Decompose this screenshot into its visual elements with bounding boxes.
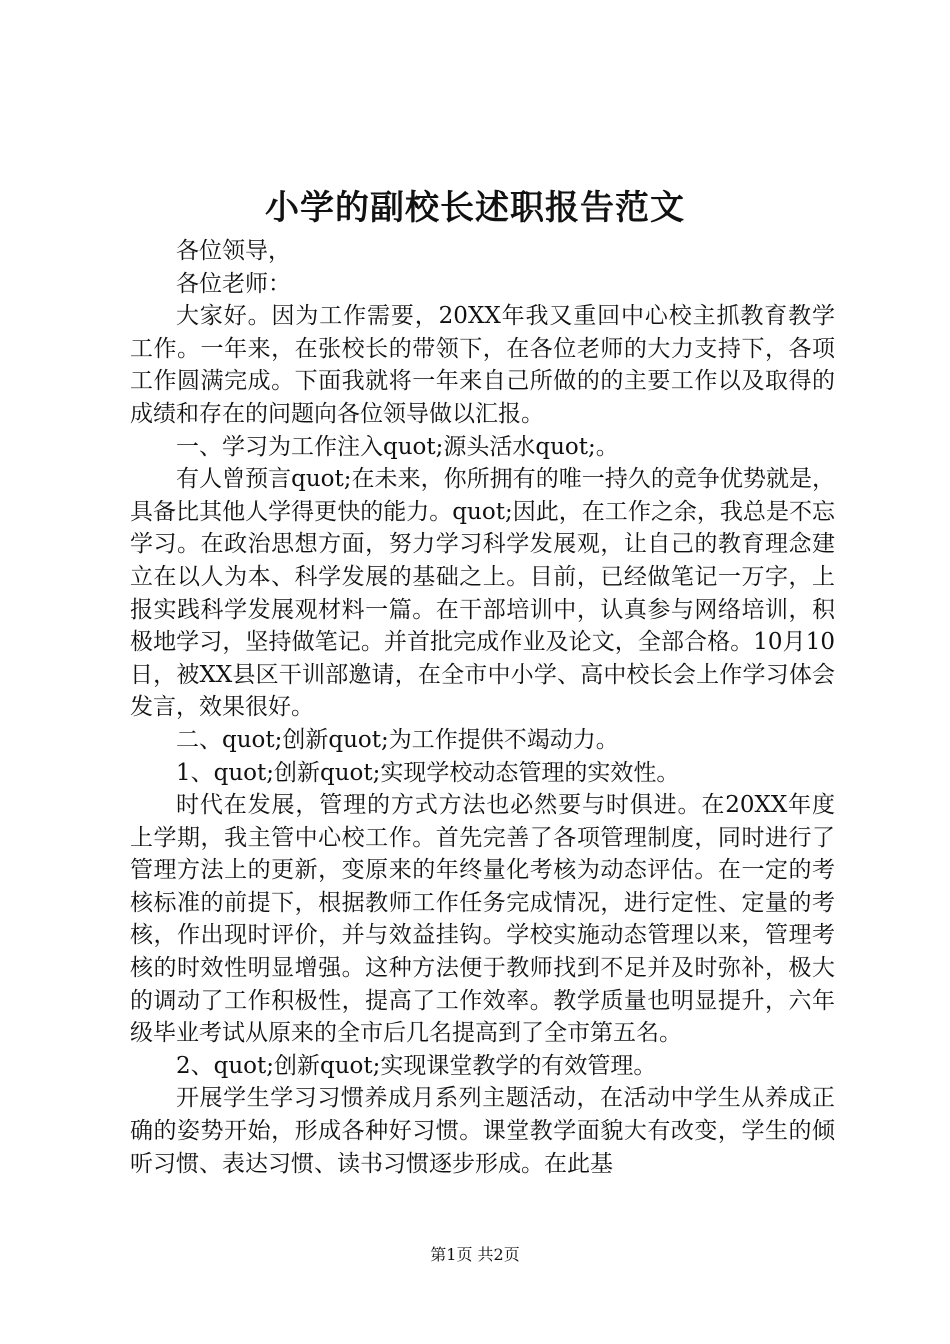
section-heading: 一、学习为工作注入quot;源头活水quot;。 (176, 433, 619, 460)
section-heading: 二、quot;创新quot;为工作提供不竭动力。 (176, 726, 619, 753)
subsection-heading: 2、quot;创新quot;实现课堂教学的有效管理。 (176, 1052, 657, 1079)
document-body (130, 235, 835, 1180)
document-title: 小学的副校长述职报告范文 (265, 188, 685, 228)
subsection-heading: 1、quot;创新quot;实现学校动态管理的实效性。 (176, 759, 680, 786)
body-paragraph: 大家好。因为工作需要，20XX年我又重回中心校主抓教育教学工作。一年来，在张校长的带领下，在各位老师的大力支持下，各项工作圆满完成。下面我就将一年来自己所做的的主要工作以及取得的成绩和存在的问题向各位领导做以汇报。 (130, 303, 835, 427)
salutation-teachers: 各位老师： (176, 270, 291, 297)
body-paragraph: 有人曾预言quot;在未来，你所拥有的唯一持久的竞争优势就是，具备比其他人学得更快的能力。quot;因此，在工作之余，我总是不忘学习。在政治思想方面，努力学习科学发展观，让自己的教育理念建立在以人为本、科学发展的基础之上。目前，已经做笔记一万字，上报实践科学发展观材料一篇。在干部培训中，认真参与网络培训，积极地学习，坚持做笔记。并首批完成作业及论文，全部合格。10月10日，被XX县区干训部邀请，在全市中小学、高中校长会上作学习体会发言，效果很好。 (130, 466, 835, 721)
page-footer: 第1页 共2页 (430, 1245, 520, 1264)
body-paragraph: 开展学生学习习惯养成月系列主题活动，在活动中学生从养成正确的姿势开始，形成各种好习惯。课堂教学面貌大有改变，学生的倾听习惯、表达习惯、读书习惯逐步形成。在此基 (130, 1085, 835, 1177)
body-paragraph: 时代在发展，管理的方式方法也必然要与时俱进。在20XX年度上学期，我主管中心校工作。首先完善了各项管理制度，同时进行了管理方法上的更新，变原来的年终量化考核为动态评估。在一定的考核标准的前提下，根据教师工作任务完成情况，进行定性、定量的考核，作出现时评价，并与效益挂钩。学校实施动态管理以来，管理考核的时效性明显增强。这种方法便于教师找到不足并及时弥补，极大的调动了工作积极性，提高了工作效率。教学质量也明显提升，六年级毕业考试从原来的全市后几名提高到了全市第五名。 (130, 792, 835, 1047)
salutation-leaders: 各位领导， (176, 238, 291, 264)
